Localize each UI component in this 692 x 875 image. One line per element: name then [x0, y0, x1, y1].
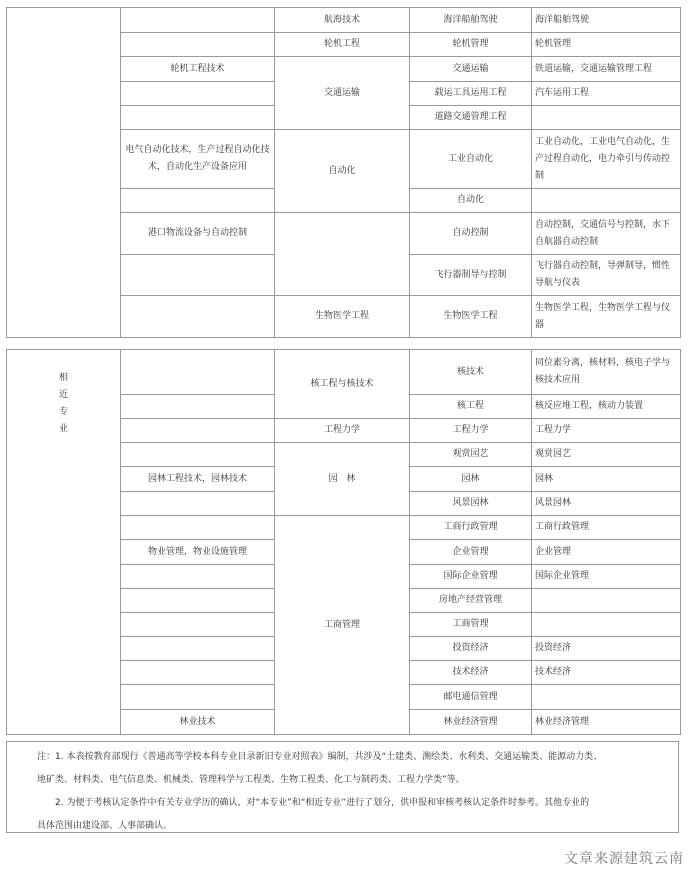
table-cell: 电气自动化技术，生产过程自动化技术，自动化生产设备应用: [121, 130, 275, 189]
table-cell: [121, 589, 275, 613]
table-cell: 核反应堆工程，核动力装置: [532, 395, 681, 419]
group-cell-automation: 自动化: [275, 130, 410, 213]
table-cell: [532, 589, 681, 613]
group-cell-empty: [275, 213, 410, 296]
source-watermark: 文章来源建筑云南: [564, 851, 684, 867]
table-cell: 工业自动化: [410, 130, 532, 189]
table-cell: [121, 33, 275, 57]
table-cell: 港口物流设备与自动控制: [121, 213, 275, 255]
table-cell: 园林工程技术，园林技术: [121, 467, 275, 492]
table-cell: 生物医学工程: [275, 296, 410, 338]
table-cell: 载运工具运用工程: [410, 82, 532, 106]
table-cell: [121, 516, 275, 540]
table-cell: [121, 8, 275, 33]
near-major-label: [7, 350, 121, 735]
note-line: 地矿类、材料类、电气信息类、机械类、管理科学与工程类、生物工程类、化工与制药类、工程力学类”等。: [37, 775, 465, 785]
table-cell: [121, 106, 275, 130]
table-cell: 轮机工程: [275, 33, 410, 57]
table-cell: 工业自动化，工业电气自动化，生产过程自动化，电力牵引与传动控制: [532, 130, 681, 189]
table-cell: 工程力学: [275, 419, 410, 443]
table-cell: 国际企业管理: [410, 565, 532, 589]
table-cell: 邮电通信管理: [410, 685, 532, 710]
table-cell: 汽车运用工程: [532, 82, 681, 106]
table-cell: [532, 613, 681, 637]
table-cell: 房地产经营管理: [410, 589, 532, 613]
table-cell: 自动化: [410, 189, 532, 213]
table-cell: 海洋船舶驾驶: [410, 8, 532, 33]
table-cell: 轮机工程技术: [121, 57, 275, 82]
table-cell: [121, 395, 275, 419]
group-cell-traffic: 交通运输: [275, 57, 410, 130]
label-char: 近: [58, 390, 68, 400]
table-cell: [121, 189, 275, 213]
table-cell: [121, 685, 275, 710]
lower-table: [6, 349, 681, 735]
table-cell: 飞行器自动控制，导弹制导，惯性导航与仪表: [532, 255, 681, 296]
notes-box: [6, 741, 679, 833]
table-cell: [121, 637, 275, 661]
table-cell: 航海技术: [275, 8, 410, 33]
table-cell: 生物医学工程，生物医学工程与仪器: [532, 296, 681, 338]
table-cell: [121, 613, 275, 637]
table-cell: 林业技术: [121, 710, 275, 735]
table-cell: 风景园林: [410, 492, 532, 516]
table-cell: 企业管理: [410, 540, 532, 565]
table-cell: 自动控制，交通信号与控制，水下自航器自动控制: [532, 213, 681, 255]
table-cell: [532, 189, 681, 213]
table-cell: 风景园林: [532, 492, 681, 516]
table-cell: [532, 106, 681, 130]
table-cell: 核技术: [410, 350, 532, 395]
table-cell: 工商行政管理: [532, 516, 681, 540]
table-cell: 自动控制: [410, 213, 532, 255]
table-cell: 生物医学工程: [410, 296, 532, 338]
table-cell: 同位素分离，核材料，核电子学与核技术应用: [532, 350, 681, 395]
table-cell: [121, 661, 275, 685]
table-cell: 工商管理: [410, 613, 532, 637]
table-cell: [121, 565, 275, 589]
table-cell: 道路交通管理工程: [410, 106, 532, 130]
table-cell: 轮机管理: [532, 33, 681, 57]
table-cell: 海洋船舶驾驶: [532, 8, 681, 33]
table-cell: 技术经济: [410, 661, 532, 685]
group-cell-business: 工商管理: [275, 516, 410, 735]
table-cell: 观赏园艺: [532, 443, 681, 467]
label-char: 业: [58, 424, 68, 434]
table-cell: 园林: [410, 467, 532, 492]
table-cell: 工程力学: [532, 419, 681, 443]
label-char: 专: [58, 407, 68, 417]
note-line: 2. 为便于考核认定条件中有关专业学历的确认，对“本专业”和“相近专业”进行了划分，供申报和审核考核认定条件时参考。其他专业的: [55, 798, 590, 808]
table-cell: 观赏园艺: [410, 443, 532, 467]
table-cell: [532, 685, 681, 710]
table-cell: 林业经济管理: [532, 710, 681, 735]
table-cell: [121, 419, 275, 443]
table-cell: 投资经济: [532, 637, 681, 661]
table-cell: 飞行器制导与控制: [410, 255, 532, 296]
category-cell: [7, 8, 121, 338]
table-cell: 工商行政管理: [410, 516, 532, 540]
table-cell: 林业经济管理: [410, 710, 532, 735]
note-line: 具体范围由建设部、人事部确认。: [37, 821, 173, 831]
table-cell: [121, 492, 275, 516]
table-cell: [121, 296, 275, 338]
table-cell: 核工程: [410, 395, 532, 419]
table-cell: 交通运输: [410, 57, 532, 82]
table-cell: [121, 350, 275, 395]
group-cell-nuclear: 核工程与核技术: [275, 350, 410, 419]
table-cell: 技术经济: [532, 661, 681, 685]
upper-table: [6, 7, 681, 338]
table-cell: [121, 443, 275, 467]
table-cell: 铁道运输，交通运输管理工程: [532, 57, 681, 82]
table-cell: 园林: [532, 467, 681, 492]
table-cell: 轮机管理: [410, 33, 532, 57]
note-line: 注：1. 本表按教育部现行《普通高等学校本科专业目录新旧专业对照表》编制，共涉及“土建类、测绘类、水利类、交通运输类、能源动力类、: [37, 752, 603, 762]
table-cell: [121, 255, 275, 296]
table-cell: 工程力学: [410, 419, 532, 443]
table-cell: 国际企业管理: [532, 565, 681, 589]
label-char: 相: [58, 373, 68, 383]
table-cell: 物业管理，物业设施管理: [121, 540, 275, 565]
table-cell: 投资经济: [410, 637, 532, 661]
table-cell: 企业管理: [532, 540, 681, 565]
group-cell-garden: 园 林: [275, 443, 410, 516]
table-cell: [121, 82, 275, 106]
